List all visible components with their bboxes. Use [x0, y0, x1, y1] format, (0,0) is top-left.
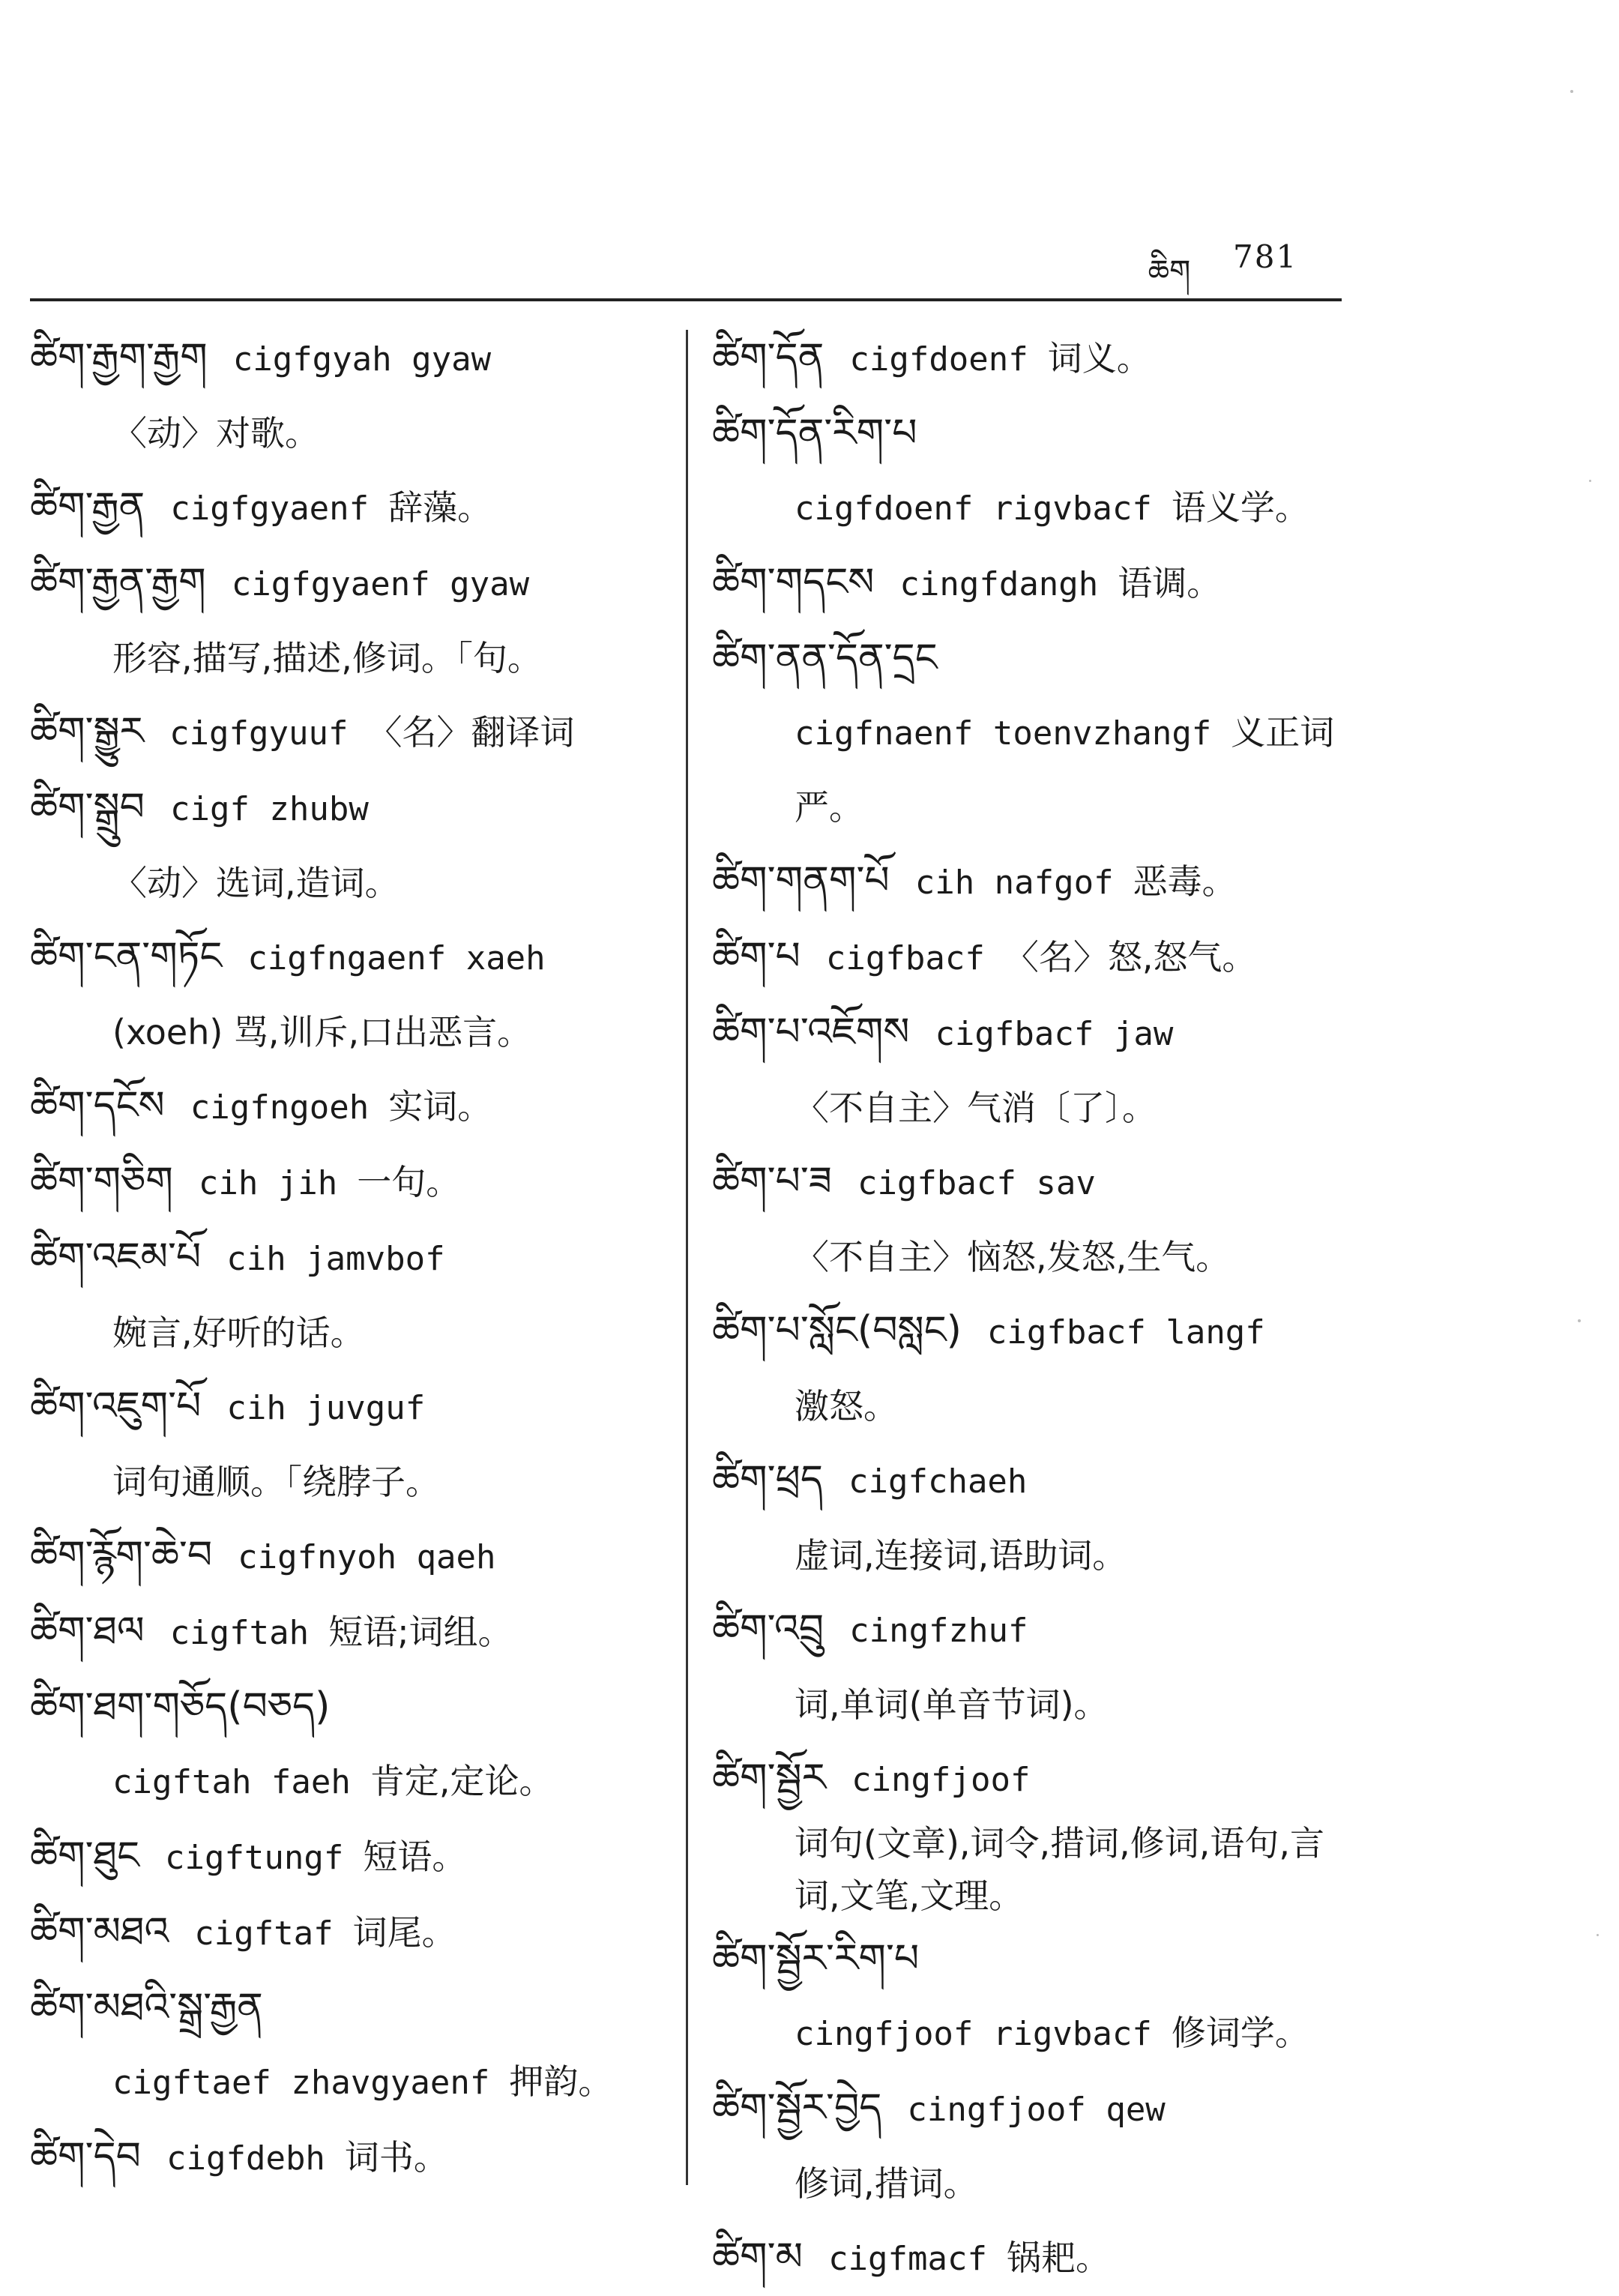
headword: ཚིག་འབྲུ	[712, 1606, 824, 1651]
entry	[712, 2071, 1349, 2147]
definition: 词书。	[344, 2137, 448, 2178]
phonetic: cih juvguf	[226, 1389, 426, 1427]
headword: ཚིག་སྦྱོར	[712, 1756, 827, 1801]
entry	[30, 321, 667, 397]
headword: ཚིག་ནན་དོན་དྲང	[712, 636, 938, 681]
headword: ཚིག་མཐའི་སྒྲ་རྒྱན	[30, 1985, 263, 2030]
entry-definition	[712, 1370, 1349, 1443]
headword: ཚིག་ཐལ	[30, 1609, 145, 1654]
headword: ཚིག་ཐག་གཅོད(བཅད)	[30, 1684, 331, 1729]
left-column	[30, 321, 667, 2196]
entry-definition	[30, 995, 667, 1069]
phonetic: cigfgyaenf gyaw	[231, 565, 530, 603]
speck	[1589, 480, 1591, 482]
entry-definition	[30, 621, 667, 695]
definition: 词句通顺。「绕脖子。	[112, 1462, 440, 1502]
entry	[712, 1294, 1349, 1370]
headword: ཚིག་སྒྱུར	[30, 709, 145, 754]
phonetic: cingfzhuf	[849, 1612, 1028, 1650]
phonetic: cigfbacf sav	[857, 1164, 1096, 1202]
phonetic: cigftah	[169, 1614, 310, 1652]
definition: 〈名〉怒,怒气。	[1004, 937, 1257, 977]
headword: ཚིག་མཐའ	[30, 1909, 169, 1954]
entry-definition	[712, 1519, 1349, 1592]
speck	[1597, 1934, 1599, 1936]
definition: 实词。	[388, 1086, 492, 1127]
header-tibetan-page: ཆིག	[1148, 254, 1191, 289]
definition: 〈动〉选词,造词。	[112, 863, 400, 903]
phonetic: cih jamvbof	[226, 1240, 445, 1278]
entry-definition	[30, 2045, 667, 2120]
entry-definition	[30, 1744, 667, 1819]
phonetic: cigftaef zhavgyaenf	[112, 2064, 490, 2102]
entry-definition	[712, 1996, 1349, 2071]
headword: ཚིག་ཕྲད	[712, 1457, 823, 1502]
entry	[712, 2220, 1349, 2296]
entry	[30, 1895, 667, 1971]
entry-definition	[712, 1220, 1349, 1294]
entry-definition	[30, 1296, 667, 1370]
phonetic: cigfchaeh	[848, 1462, 1028, 1501]
headword: ཚིག་འཇུག་པོ	[30, 1384, 202, 1429]
column-rule	[686, 330, 688, 2185]
headword: ཚིག་རྒྱན	[30, 484, 145, 529]
entry-definition	[30, 1445, 667, 1519]
phonetic: cigftaf	[194, 1914, 334, 1953]
definition: 恶毒。	[1133, 861, 1237, 902]
page-number: 781	[1233, 238, 1298, 275]
headword: ཚིག་དོན་རིག་པ	[712, 411, 917, 456]
definition: 押韵。	[509, 2061, 613, 2102]
entry	[712, 1145, 1349, 1220]
phonetic: cigfbacf langf	[986, 1313, 1265, 1352]
phonetic: cigfgyuuf	[169, 714, 349, 753]
entry	[30, 470, 667, 546]
definition: 语义学。	[1171, 487, 1309, 528]
phonetic: cingfjoof	[851, 1761, 1031, 1799]
entry	[30, 1519, 667, 1594]
definition: 修词学。	[1171, 2013, 1309, 2053]
headword: ཚིག་དངོས	[30, 1083, 165, 1128]
definition: 〈名〉翻译词	[367, 712, 575, 753]
headword: ཚིག་དེབ	[30, 2134, 141, 2179]
entry	[30, 1370, 667, 1445]
entry-definition	[712, 696, 1349, 844]
headword: ཚིག་པ་ཟ	[712, 1159, 832, 1204]
entry-definition	[30, 397, 667, 470]
entry	[712, 397, 1349, 471]
definition: 修词,措词。	[795, 2163, 978, 2204]
phonetic: cigfdoenf	[849, 340, 1028, 379]
phonetic: cigfgyah gyaw	[232, 340, 492, 379]
definition: 词尾。	[352, 1912, 456, 1953]
definition: 词句(文章),词令,措词,修词,语句,言词,文笔,文理。	[795, 1823, 1325, 1916]
headword: ཚིག་པ་སློང(བསླང)	[712, 1308, 962, 1353]
definition: 短语。	[363, 1837, 467, 1877]
phonetic: cigfngaenf xaeh	[247, 939, 546, 977]
definition: 〈动〉对歌。	[112, 413, 319, 454]
definition: 〈不自主〉气消〔了〕。	[795, 1088, 1157, 1128]
entry	[712, 1741, 1349, 1817]
headword: ཚིག་པ་འཇོགས	[712, 1010, 910, 1055]
entry	[30, 546, 667, 621]
headword: ཚིག་སྦྱོར་རིག་པ	[712, 1936, 920, 1981]
phonetic: cigfbacf	[825, 939, 985, 977]
definition: 〈不自主〉恼怒,发怒,生气。	[795, 1237, 1231, 1277]
entry	[712, 546, 1349, 621]
entry-definition	[712, 1668, 1349, 1741]
headword: ཚིག་སྒྲུབ	[30, 785, 145, 830]
phonetic: cih nafgof	[914, 864, 1114, 902]
speck	[1570, 90, 1573, 93]
entry	[30, 1220, 667, 1296]
phonetic: cigfdoenf rigvbacf	[795, 489, 1152, 528]
headword: ཚིག་རྙོག་ཆེ་བ	[30, 1533, 213, 1578]
headword: ཚིག་གནག་པོ	[712, 858, 890, 903]
entry	[30, 1069, 667, 1145]
definition: 辞藻。	[388, 487, 492, 528]
phonetic: cigfnaenf toenvzhangf	[795, 714, 1212, 753]
phonetic: cingfjoof rigvbacf	[795, 2015, 1152, 2053]
entry	[712, 1922, 1349, 1996]
headword: ཚིག་རྒྱན་རྒྱག	[30, 560, 206, 605]
headword: ཚིག་གཅིག	[30, 1159, 173, 1204]
phonetic: cigfdebh	[166, 2139, 325, 2178]
headword: ཚིག་སྦྱོར་བྱེད	[712, 2085, 882, 2130]
entry-definition	[30, 846, 667, 920]
definition: 虚词,连接词,语助词。	[795, 1535, 1127, 1576]
definition: (xoeh) 骂,训斥,口出恶言。	[112, 1012, 532, 1052]
definition: 词义。	[1047, 338, 1151, 379]
speck	[1578, 1319, 1581, 1322]
entry	[712, 920, 1349, 995]
phonetic: cingfjoof qew	[907, 2091, 1166, 2129]
phonetic: cigftah faeh	[112, 1763, 351, 1801]
phonetic: cigfgyaenf	[170, 489, 370, 528]
phonetic: cigfnyoh qaeh	[238, 1538, 496, 1576]
entry	[30, 2120, 667, 2196]
headword: ཚིག་དོན	[712, 335, 824, 380]
headword: ཚིག་ངན་གཏོང	[30, 934, 223, 979]
phonetic: cigfmacf	[828, 2240, 987, 2278]
headword: ཚིག་ཐུང	[30, 1834, 139, 1878]
entry-definition	[712, 2147, 1349, 2220]
entry	[712, 1592, 1349, 1668]
entry	[712, 1443, 1349, 1519]
entry-definition	[712, 471, 1349, 546]
definition: 义正词严。	[795, 712, 1335, 828]
entry	[30, 695, 667, 771]
definition: 锅耙。	[1006, 2238, 1110, 2278]
definition: 一句。	[357, 1162, 461, 1202]
phonetic: cigftungf	[164, 1839, 344, 1877]
headword: ཚིག་རྒྱག་རྒྱག	[30, 335, 208, 380]
entry	[30, 771, 667, 846]
phonetic: cigfbacf jaw	[935, 1015, 1174, 1053]
definition: 激怒。	[795, 1386, 898, 1426]
definition: 词,单词(单音节词)。	[795, 1684, 1109, 1725]
phonetic: cigf zhubw	[169, 790, 369, 828]
headword: ཚིག་འཇམ་པོ	[30, 1235, 202, 1280]
entry	[712, 321, 1349, 397]
definition: 短语;词组。	[328, 1612, 513, 1652]
headword: ཚིག་མ	[712, 2235, 804, 2280]
entry	[30, 1971, 667, 2045]
headword: ཚིག་གདངས	[712, 560, 875, 605]
entry	[30, 920, 667, 995]
entry	[30, 1819, 667, 1895]
definition: 肯定,定论。	[370, 1761, 554, 1801]
entry	[30, 1145, 667, 1220]
entry-definition	[712, 1817, 1349, 1922]
top-rule	[30, 298, 1342, 301]
headword: ཚིག་པ	[712, 934, 801, 979]
entry	[712, 844, 1349, 920]
definition: 形容,描写,描述,修词。「句。	[112, 638, 542, 678]
entry	[30, 1670, 667, 1744]
right-column	[712, 321, 1349, 2296]
entry	[30, 1594, 667, 1670]
entry-definition	[712, 1071, 1349, 1145]
entry	[712, 621, 1349, 696]
phonetic: cingfdangh	[899, 565, 1099, 603]
definition: 婉言,好听的话。	[112, 1313, 365, 1353]
definition: 语调。	[1118, 563, 1222, 603]
phonetic: cigfngoeh	[190, 1088, 370, 1127]
entry	[712, 995, 1349, 1071]
phonetic: cih jih	[198, 1164, 338, 1202]
